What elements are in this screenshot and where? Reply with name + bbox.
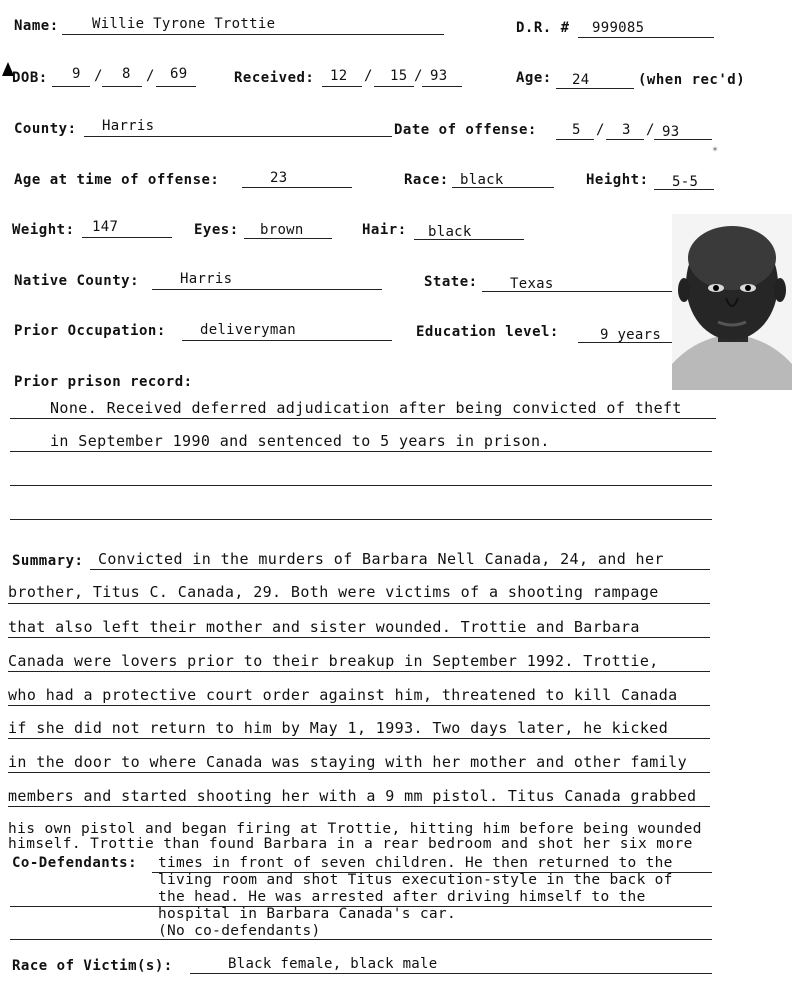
dr-value: 999085 — [592, 20, 645, 36]
age-at-offense-value: 23 — [270, 170, 288, 186]
native-county-underline — [152, 289, 382, 290]
eyes-underline — [244, 238, 332, 239]
hair-value: black — [428, 224, 472, 240]
co-defendants-underline-3 — [10, 939, 712, 940]
education-underline — [578, 342, 672, 343]
prior-prison-underline-1 — [10, 418, 716, 419]
summary-continuation — [158, 855, 673, 940]
weight-label: Weight: — [12, 222, 75, 238]
weight-value: 147 — [92, 219, 119, 235]
summary-line-10: himself. Trottie than found Barbara in a rear bedroom and shot her six more — [8, 836, 693, 852]
dob-month-underline — [52, 86, 90, 87]
offense-month-underline — [556, 139, 594, 140]
prior-occupation-value: deliveryman — [200, 322, 297, 338]
dob-sep-2: / — [146, 68, 155, 84]
race-underline — [452, 187, 554, 188]
offense-year-underline — [654, 139, 712, 140]
summary-underline-1 — [90, 569, 710, 570]
offense-sep-2: / — [646, 122, 655, 138]
hair-label: Hair: — [362, 222, 407, 238]
native-county-label: Native County: — [14, 273, 140, 289]
prior-prison-label: Prior prison record: — [14, 374, 193, 390]
prior-prison-underline-2 — [10, 451, 712, 452]
education-label: Education level: — [416, 324, 559, 340]
dob-sep-1: / — [94, 68, 103, 84]
portrait-icon — [672, 214, 792, 390]
received-month-underline — [322, 86, 362, 87]
received-sep-2: / — [414, 68, 423, 84]
co-defendants-underline-2 — [10, 906, 712, 907]
summary-line-3: that also left their mother and sister wounded. Trottie and Barbara — [8, 618, 640, 636]
county-underline — [84, 136, 392, 137]
date-of-offense-label: Date of offense: — [394, 122, 537, 138]
prior-occupation-underline — [182, 340, 392, 341]
summary-underline-2 — [8, 603, 710, 604]
offense-day-underline — [606, 139, 644, 140]
native-county-value: Harris — [180, 271, 233, 287]
dob-year-underline — [156, 86, 196, 87]
summary-line-1: Convicted in the murders of Barbara Nell Canada, 24, and her — [98, 550, 664, 568]
offense-year: 93 — [662, 124, 680, 140]
summary-underline-5 — [8, 705, 710, 706]
received-year: 93 — [430, 68, 448, 84]
prior-prison-line-1: None. Received deferred adjudication after being convicted of theft — [50, 399, 682, 417]
name-label: Name: — [14, 18, 59, 34]
race-value: black — [460, 172, 504, 188]
state-label: State: — [424, 274, 478, 290]
summary-underline-8 — [8, 806, 710, 807]
race-of-victims-label: Race of Victim(s): — [12, 958, 173, 974]
summary-cont-line-1: times in front of seven children. He then returned to the — [158, 855, 673, 871]
summary-line-7: in the door to where Canada was staying with her mother and other family — [8, 753, 688, 771]
education-value: 9 years — [600, 327, 662, 343]
co-defendants-value: (No co-defendants) — [158, 923, 321, 939]
hair-underline — [414, 239, 524, 240]
summary-line-5: who had a protective court order against him, threatened to kill Canada — [8, 686, 678, 704]
dob-day-underline — [102, 86, 142, 87]
received-day: 15 — [390, 68, 408, 84]
height-label: Height: — [586, 172, 649, 188]
dob-month: 9 — [72, 66, 81, 82]
summary-cont-line-4: hospital in Barbara Canada's car. — [158, 906, 456, 922]
summary-cont-line-3: the head. He was arrested after driving himself to the — [158, 889, 646, 905]
prior-prison-underline-4 — [10, 519, 712, 520]
race-of-victims-value: Black female, black male — [228, 956, 438, 972]
received-sep-1: / — [364, 68, 373, 84]
ink-smudge-icon: ✶ — [712, 144, 719, 155]
received-day-underline — [374, 86, 414, 87]
summary-line-9: his own pistol and began firing at Trottie, hitting him before being wounded — [8, 821, 702, 837]
offense-month: 5 — [572, 122, 581, 138]
summary-line-6: if she did not return to him by May 1, 1993. Two days later, he kicked — [8, 719, 669, 737]
dr-underline — [578, 37, 714, 38]
weight-underline — [82, 237, 172, 238]
summary-underline-3 — [8, 637, 710, 638]
race-of-victims-underline — [190, 973, 712, 974]
county-value: Harris — [102, 118, 155, 134]
inmate-photo — [672, 214, 792, 390]
dr-label: D.R. # — [516, 20, 570, 36]
summary-cont-line-2: living room and shot Titus execution-style in the back of — [158, 872, 673, 888]
height-value: 5-5 — [672, 174, 699, 190]
co-defendants-label: Co-Defendants: — [12, 855, 138, 871]
state-value: Texas — [510, 276, 554, 292]
dob-day: 8 — [122, 66, 131, 82]
eyes-value: brown — [260, 222, 304, 238]
summary-underline-6 — [8, 738, 710, 739]
dob-label: DOB: — [12, 70, 48, 86]
eyes-label: Eyes: — [194, 222, 239, 238]
summary-line-4: Canada were lovers prior to their breakup in September 1992. Trottie, — [8, 652, 659, 670]
age-at-offense-label: Age at time of offense: — [14, 172, 220, 188]
offense-day: 3 — [622, 122, 631, 138]
co-defendants-underline-1 — [152, 872, 712, 873]
received-year-underline — [422, 86, 462, 87]
dob-year: 69 — [170, 66, 188, 82]
state-underline — [482, 291, 672, 292]
summary-line-8: members and started shooting her with a 9 mm pistol. Titus Canada grabbed — [8, 787, 697, 805]
race-label: Race: — [404, 172, 449, 188]
summary-line-2: brother, Titus C. Canada, 29. Both were victims of a shooting rampage — [8, 583, 659, 601]
summary-underline-7 — [8, 772, 710, 773]
summary-label: Summary: — [12, 553, 84, 569]
offense-sep-1: / — [596, 122, 605, 138]
prior-occupation-label: Prior Occupation: — [14, 323, 166, 339]
received-label: Received: — [234, 70, 315, 86]
summary-underline-4 — [8, 671, 710, 672]
when-recd-note: (when rec'd) — [638, 72, 746, 88]
height-underline — [654, 189, 714, 190]
prior-prison-underline-3 — [10, 485, 712, 486]
age-label: Age: — [516, 70, 552, 86]
county-label: County: — [14, 121, 77, 137]
prior-prison-line-2: in September 1990 and sentenced to 5 years in prison. — [50, 432, 550, 450]
age-at-offense-underline — [242, 187, 352, 188]
name-value: Willie Tyrone Trottie — [92, 16, 276, 32]
age-value: 24 — [572, 72, 590, 88]
received-month: 12 — [330, 68, 348, 84]
age-underline — [556, 88, 634, 89]
name-underline — [62, 34, 444, 35]
